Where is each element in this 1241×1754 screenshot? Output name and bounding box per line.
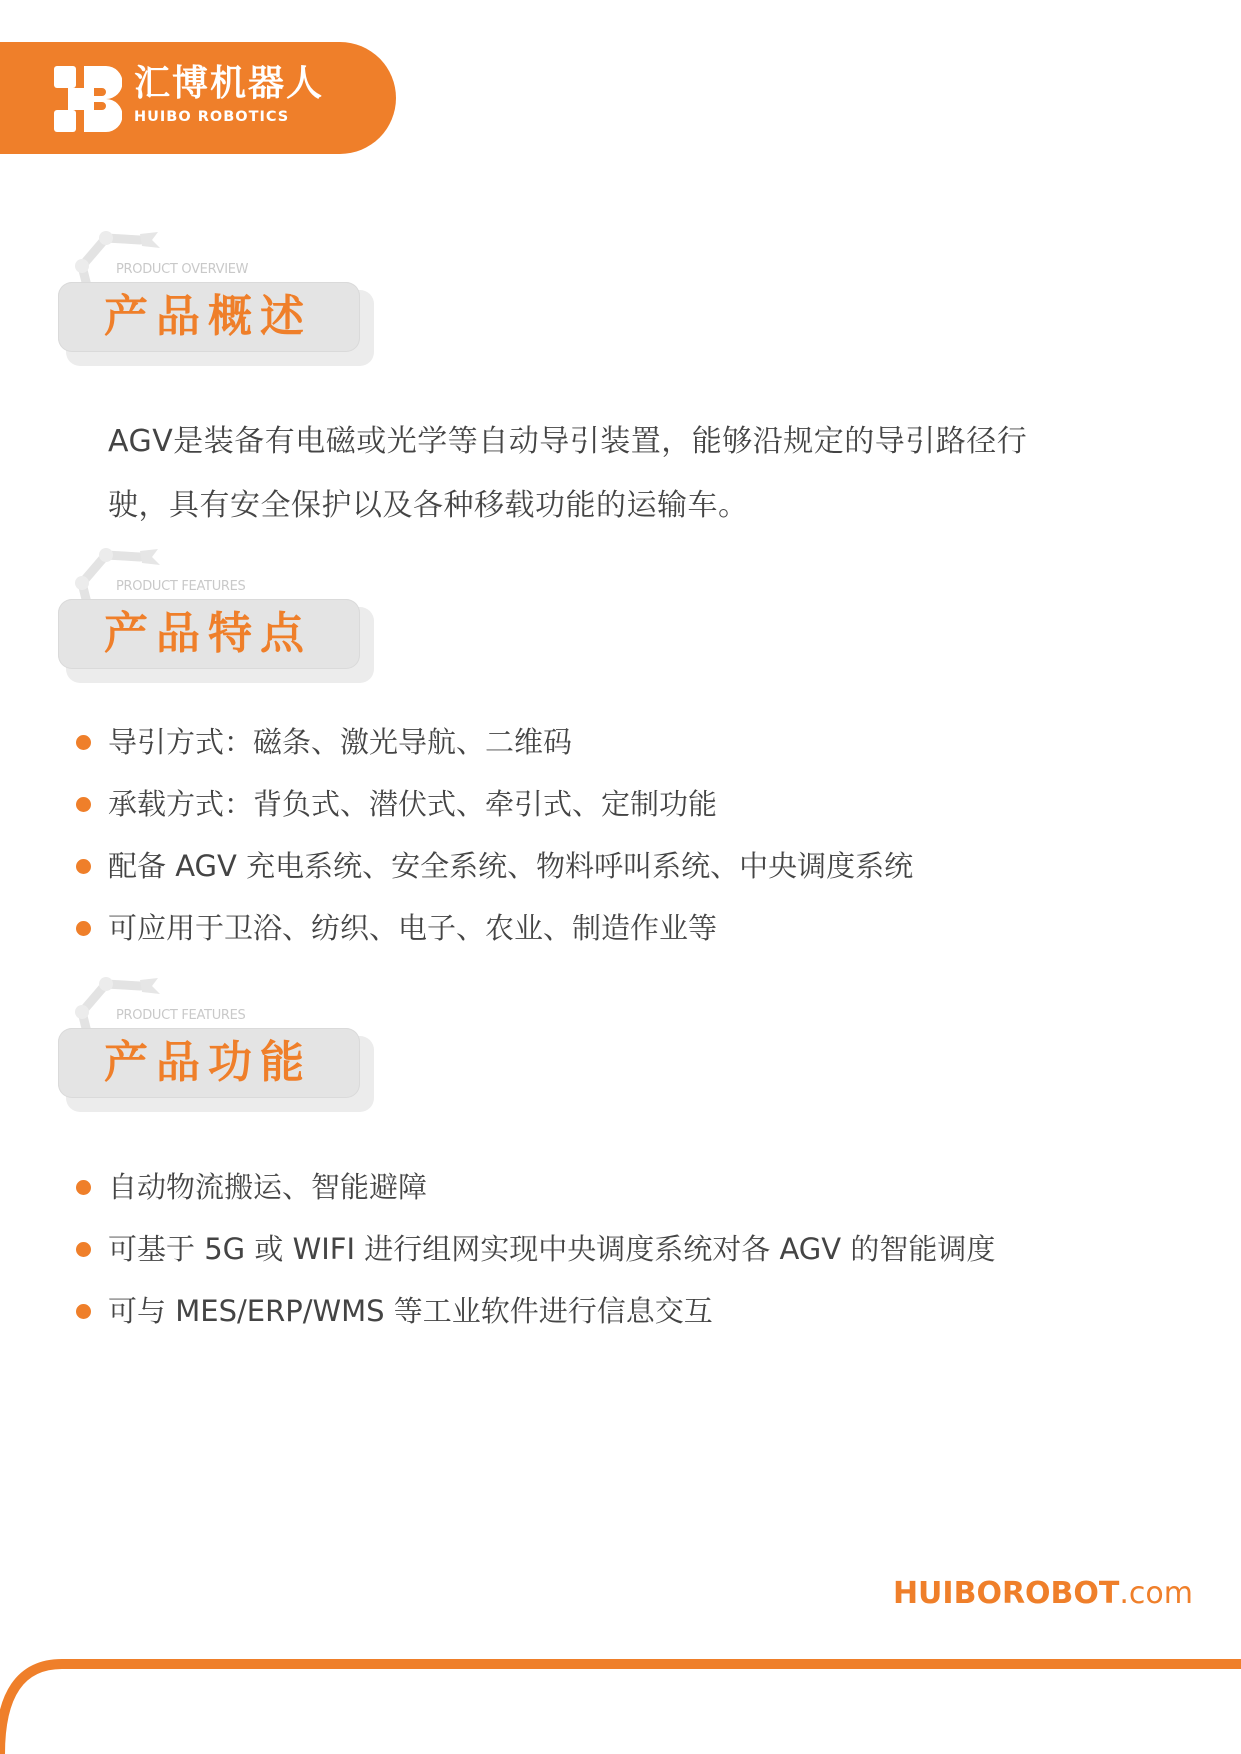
list-item-text: 导引方式：磁条、激光导航、二维码 — [108, 725, 573, 759]
list-item-text: 可与 MES/ERP/WMS 等工业软件进行信息交互 — [108, 1294, 713, 1328]
section-subtitle: PRODUCT FEATURES — [116, 579, 246, 594]
brand-name-cn: 汇博机器人 — [134, 63, 325, 104]
bullet-dot-icon — [76, 1304, 91, 1319]
brand-name-en: HUIBO ROBOTICS — [134, 109, 290, 125]
functions-list — [72, 1156, 995, 1342]
list-item — [72, 711, 913, 773]
section-functions-heading — [58, 972, 378, 1112]
features-list — [72, 711, 913, 959]
list-item-text: 配备 AGV 充电系统、安全系统、物料呼叫系统、中央调度系统 — [108, 849, 914, 883]
list-item — [72, 773, 913, 835]
bullet-dot-icon — [76, 1242, 91, 1257]
list-item — [72, 897, 913, 959]
website-label — [893, 1574, 1193, 1614]
section-title: 产品功能 — [104, 1037, 312, 1088]
footer-curve-decoration — [0, 1650, 1241, 1754]
list-item-text: 承载方式：背负式、潜伏式、牵引式、定制功能 — [108, 787, 718, 821]
header-brand-tab — [0, 42, 396, 154]
list-item — [72, 1218, 995, 1280]
section-overview-heading — [58, 226, 378, 366]
section-subtitle: PRODUCT FEATURES — [116, 1008, 246, 1023]
overview-line: 驶，具有安全保护以及各种移载功能的运输车。 — [108, 488, 749, 523]
list-item-text: 可应用于卫浴、纺织、电子、农业、制造作业等 — [108, 911, 718, 945]
list-item — [72, 1280, 995, 1342]
list-item — [72, 1156, 995, 1218]
list-item — [72, 835, 913, 897]
bullet-dot-icon — [76, 859, 91, 874]
bullet-dot-icon — [76, 921, 91, 936]
overview-paragraph — [108, 410, 1138, 538]
website-tld: .com — [1119, 1576, 1193, 1611]
list-item-text: 自动物流搬运、智能避障 — [108, 1170, 428, 1204]
bullet-dot-icon — [76, 1180, 91, 1195]
list-item-text: 可基于 5G 或 WIFI 进行组网实现中央调度系统对各 AGV 的智能调度 — [108, 1232, 996, 1266]
section-title: 产品概述 — [104, 291, 312, 342]
bullet-dot-icon — [76, 797, 91, 812]
overview-line: AGV是装备有电磁或光学等自动导引装置，能够沿规定的导引路径行 — [108, 424, 1028, 459]
section-title: 产品特点 — [104, 608, 312, 659]
section-features-heading — [58, 543, 378, 683]
section-subtitle: PRODUCT OVERVIEW — [116, 262, 249, 277]
huibo-logo-icon — [54, 66, 122, 132]
website-name: HUIBOROBOT — [892, 1576, 1120, 1611]
bullet-dot-icon — [76, 735, 91, 750]
